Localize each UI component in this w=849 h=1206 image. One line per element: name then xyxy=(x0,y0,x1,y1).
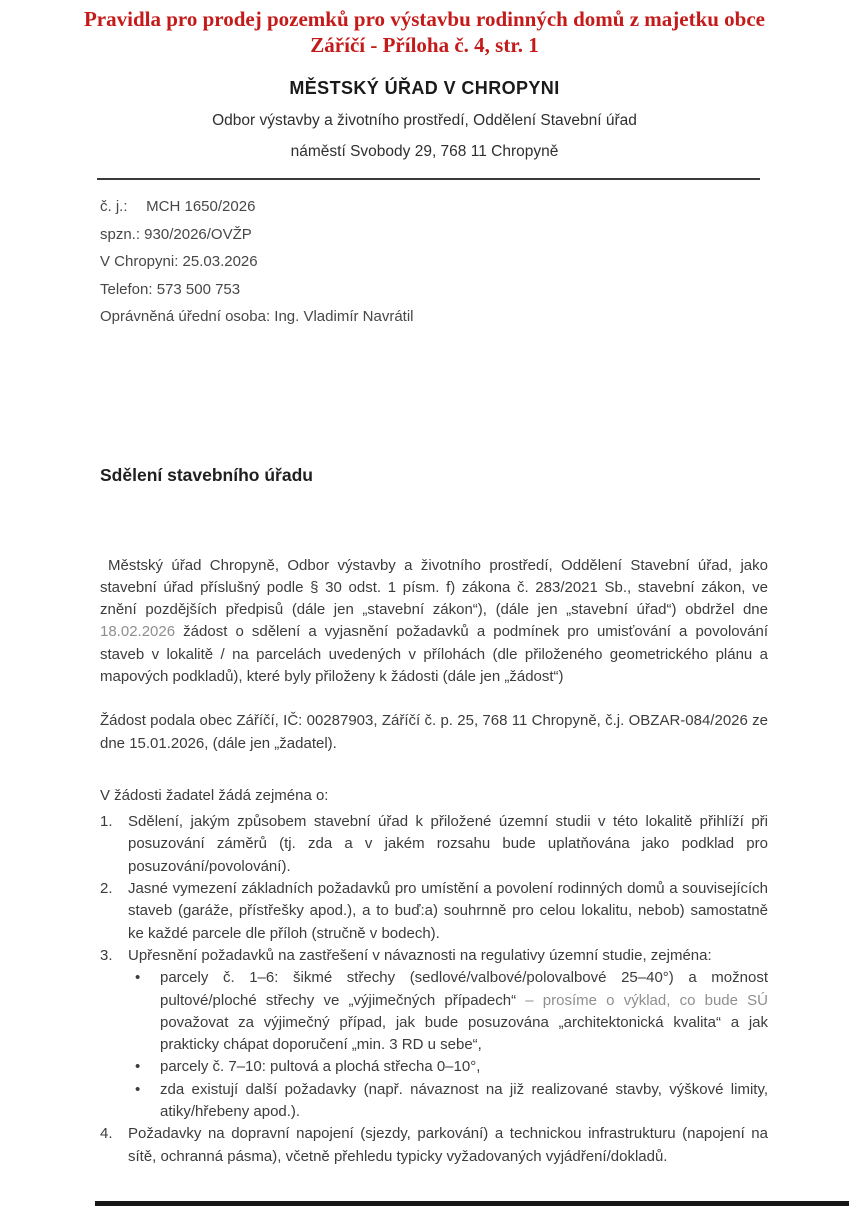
banner-title-line2: Záříčí - Příloha č. 4, str. 1 xyxy=(310,33,539,57)
list-item-4-text: Požadavky na dopravní napojení (sjezdy, parkování) a technickou infrastrukturu (napojení na sítě, ochranná pásma), včetně přehledu typicky vyžadovaných vyjádření/dokladů. xyxy=(128,1125,768,1165)
banner-title-line1: Pravidla pro prodej pozemků pro výstavbu rodinných domů z majetku obce xyxy=(83,7,765,31)
list-intro: V žádosti žadatel žádá zejména o: xyxy=(100,786,329,804)
list-item-1 xyxy=(100,811,768,878)
roof-requirements-bullets xyxy=(135,967,768,1123)
bullet-item-3 xyxy=(135,1079,768,1124)
bullet-item-3-text: zda existují další požadavky (např. návaznost na již realizované stavby, výškové limity, atiky/hřebeny apod.). xyxy=(160,1080,768,1121)
bullet-item-1-faded: – prosíme o výklad, co bude SÚ xyxy=(525,991,768,1009)
office-name: MĚSTSKÝ ÚŘAD V CHROPYNI xyxy=(289,78,560,98)
bullet-item-1-part2: považovat za výjimečný případ, jak bude posuzována „architektonická kvalita“ a jak prakticky chápat doporučení „min. 3 RD u sebe“, xyxy=(160,1013,768,1054)
list-item-3-number: 3. xyxy=(100,946,113,964)
bullet-item-1-text xyxy=(160,967,768,1056)
reference-number-value: MCH 1650/2026 xyxy=(146,198,256,215)
list-item-2-text: Jasné vymezení základních požadavků pro umístění a povolení rodinných domů a souvisejících staveb (garáže, přístřešky apod.), a to buď:a) souhrnně pro celou lokalitu, nebob) samostatně ke každé parcele dle příloh (stručně v bodech). xyxy=(128,880,768,942)
paragraph-intro-date: 18.02.2026 xyxy=(100,623,176,641)
bullet-item-1-part1: parcely č. 1–6: šikmé střechy (sedlové/valbové/polovalbové 25–40°) a možnost pultové/ploché střechy ve „výjimečných případech“ xyxy=(160,969,768,1009)
list-item-3-text: Upřesnění požadavků na zastřešení v návaznosti na regulativy územní studie, zejména: xyxy=(128,946,712,964)
reference-block xyxy=(100,193,768,331)
request-list xyxy=(100,811,768,1168)
document-page xyxy=(0,6,849,1206)
banner-title xyxy=(0,6,849,58)
section-title: Sdělení stavebního úřadu xyxy=(100,464,313,485)
list-item-3 xyxy=(100,945,768,967)
list-item-2-number: 2. xyxy=(100,880,113,898)
official-person-line: Oprávněná úřední osoba: Ing. Vladimír Navrátil xyxy=(100,308,414,325)
bullet-glyph: • xyxy=(135,1058,141,1076)
bullet-item-2 xyxy=(135,1056,768,1078)
list-item-2 xyxy=(100,878,768,945)
place-date-line: V Chropyni: 25.03.2026 xyxy=(100,253,258,270)
paragraph-intro-part2: žádost o sdělení a vyjasnění požadavků a podmínek pro umisťování a povolování staveb v lokalitě / na parcelách uvedených v přílohách (dle přiloženého geometrického plánu a mapových podkladů), které byly přiloženy k žádosti (dále jen „žádost“) xyxy=(100,623,769,685)
file-number-line: spzn.: 930/2026/OVŽP xyxy=(100,225,252,243)
bullet-item-2-text: parcely č. 7–10: pultová a plochá střecha 0–10°, xyxy=(160,1058,481,1076)
list-item-4-number: 4. xyxy=(100,1125,113,1143)
header-divider xyxy=(97,178,760,180)
bullet-item-1 xyxy=(135,967,768,1056)
reference-number-line xyxy=(100,193,768,221)
scan-artifact-bar xyxy=(95,1201,849,1206)
department-name: Odbor výstavby a životního prostředí, Oddělení Stavební úřad xyxy=(212,112,637,129)
list-item-4 xyxy=(100,1123,768,1168)
paragraph-applicant: Žádost podala obec Záříčí, IČ: 00287903, Záříčí č. p. 25, 768 11 Chropyně, č.j. OBZAR-084/2026 ze dne 15.01.2026, (dále jen „žadatel). xyxy=(100,712,768,752)
bullet-glyph: • xyxy=(135,1080,141,1098)
phone-line: Telefon: 573 500 753 xyxy=(100,280,241,298)
office-address: náměstí Svobody 29, 768 11 Chropyně xyxy=(290,143,559,160)
list-item-1-number: 1. xyxy=(100,813,113,831)
bullet-glyph: • xyxy=(135,969,141,987)
paragraph-intro-part1: Městský úřad Chropyně, Odbor výstavby a životního prostředí, Oddělení Stavební úřad, jako stavební úřad příslušný podle § 30 odst. 1 písm. f) zákona č. 283/2021 Sb., stavební zákon, ve znění pozdějších předpisů (dále jen „stavební zákon“), (dále jen „stavební úřad“) obdržel dne xyxy=(100,556,768,619)
reference-number-label: č. j.: xyxy=(100,198,128,215)
list-item-1-text: Sdělení, jakým způsobem stavební úřad k přiložené územní studii v této lokalitě přihlíží při posuzování záměrů (tj. zda a v jakém rozsahu bude uplatňována jako podklad pro posuzování/povolování). xyxy=(128,813,768,875)
paragraph-intro xyxy=(100,555,768,689)
